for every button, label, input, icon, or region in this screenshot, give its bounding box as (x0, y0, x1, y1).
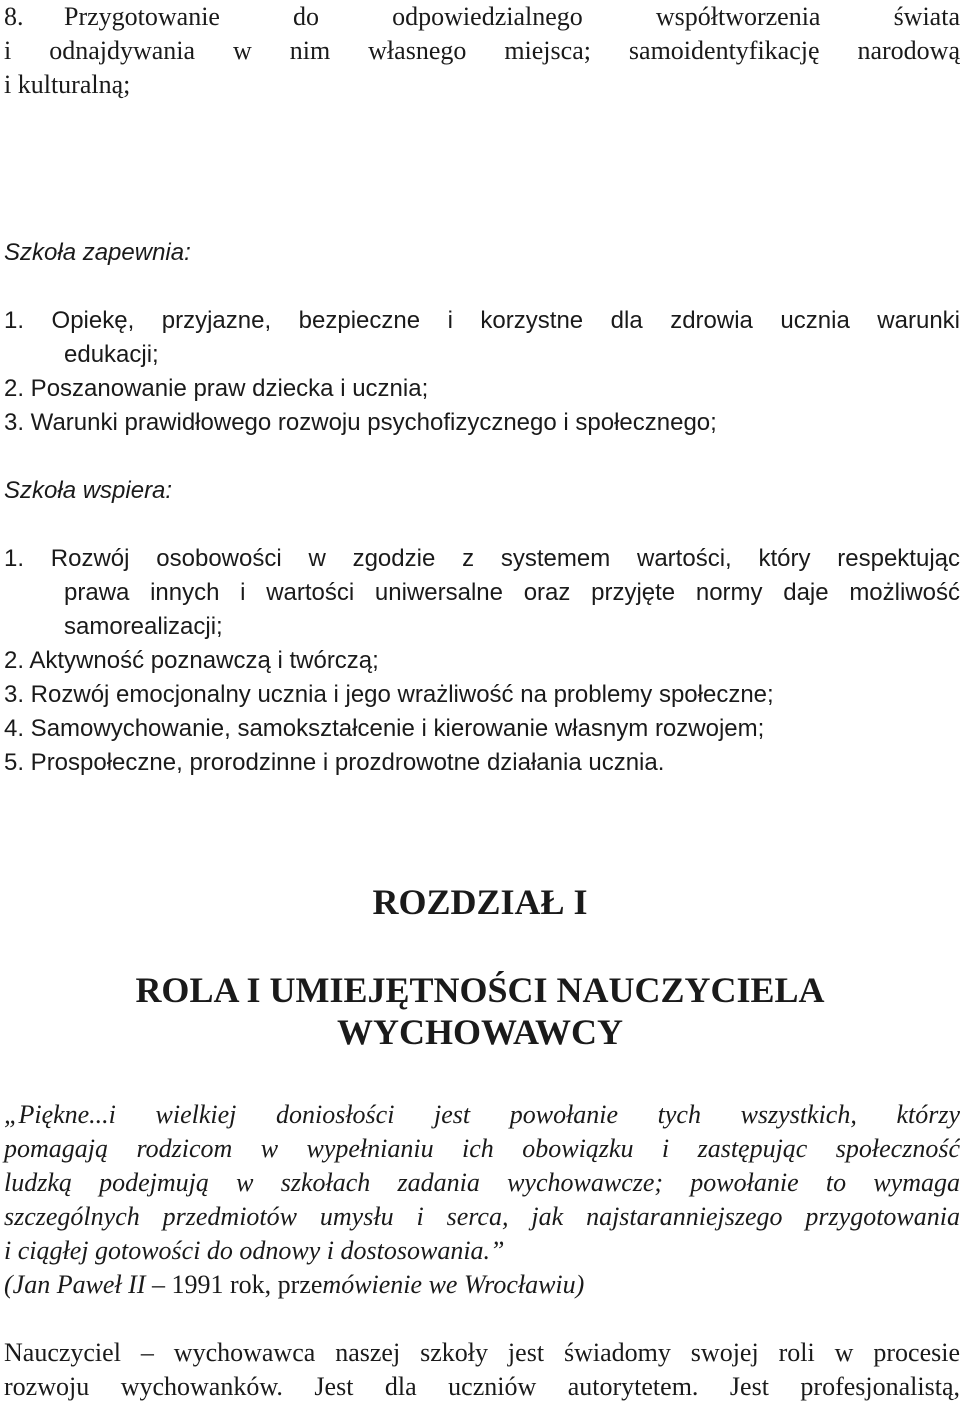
attribution-author: (Jan Paweł II – (4, 1270, 166, 1299)
list-item-continuation: samorealizacji; (64, 613, 223, 640)
chapter-title: ROLA I UMIEJĘTNOŚCI NAUCZYCIELA (135, 970, 825, 1010)
list-item: 5. Prospołeczne, prorodzinne i prozdrowotne działania ucznia. (4, 749, 665, 776)
attribution-year: 1991 rok, prze (171, 1270, 323, 1299)
section-heading: Szkoła zapewnia: (4, 239, 191, 266)
list-item-text: i odnajdywania w nim własnego miejsca; samoidentyfikację narodową (4, 36, 960, 65)
list-item: 4. Samowychowanie, samokształcenie i kierowanie własnym rozwojem; (4, 715, 765, 742)
chapter-label: ROZDZIAŁ I (372, 882, 588, 922)
list-number: 8. (4, 2, 24, 31)
quote-text: szczególnych przedmiotów umysłu i serca, jak najstaranniejszego przygotowania (4, 1202, 960, 1231)
list-item: 1. Opiekę, przyjazne, bezpieczne i korzystne dla zdrowia ucznia warunki (4, 307, 960, 334)
quote-text: „Piękne...i wielkiej doniosłości jest powołanie tych wszystkich, którzy (4, 1100, 960, 1129)
list-item: 2. Poszanowanie praw dziecka i ucznia; (4, 375, 429, 402)
quote-attribution (4, 1268, 584, 1302)
list-item-continuation: prawa innych i wartości uniwersalne oraz przyjęte normy daje możliwość (64, 579, 960, 606)
paragraph-line: Nauczyciel – wychowawca naszej szkoły jest świadomy swojej roli w procesie (4, 1338, 960, 1367)
list-item-continuation: edukacji; (64, 341, 159, 368)
list-item-text: i kulturalną; (4, 70, 131, 99)
list-item: 2. Aktywność poznawczą i twórczą; (4, 647, 379, 674)
paragraph-line: rozwoju wychowanków. Jest dla uczniów autorytetem. Jest profesjonalistą, (4, 1372, 960, 1401)
list-item: 3. Rozwój emocjonalny ucznia i jego wrażliwość na problemy społeczne; (4, 681, 774, 708)
section-heading: Szkoła wspiera: (4, 477, 173, 504)
quote-text: pomagają rodzicom w wypełnianiu ich obowiązku i zastępując społeczność (4, 1134, 960, 1163)
quote-text: ludzką podejmują w szkołach zadania wychowawcze; powołanie to wymaga (4, 1168, 960, 1197)
attribution-place: mówienie we Wrocławiu) (322, 1270, 585, 1299)
quote-text: i ciągłej gotowości do odnowy i dostosowania.” (4, 1236, 505, 1265)
list-item-text: Przygotowanie do odpowiedzialnego współtworzenia świata (64, 2, 960, 31)
list-item: 1. Rozwój osobowości w zgodzie z systemem wartości, który respektując (4, 545, 960, 572)
chapter-title: WYCHOWAWCY (336, 1012, 623, 1052)
list-item: 3. Warunki prawidłowego rozwoju psychofizycznego i społecznego; (4, 409, 717, 436)
